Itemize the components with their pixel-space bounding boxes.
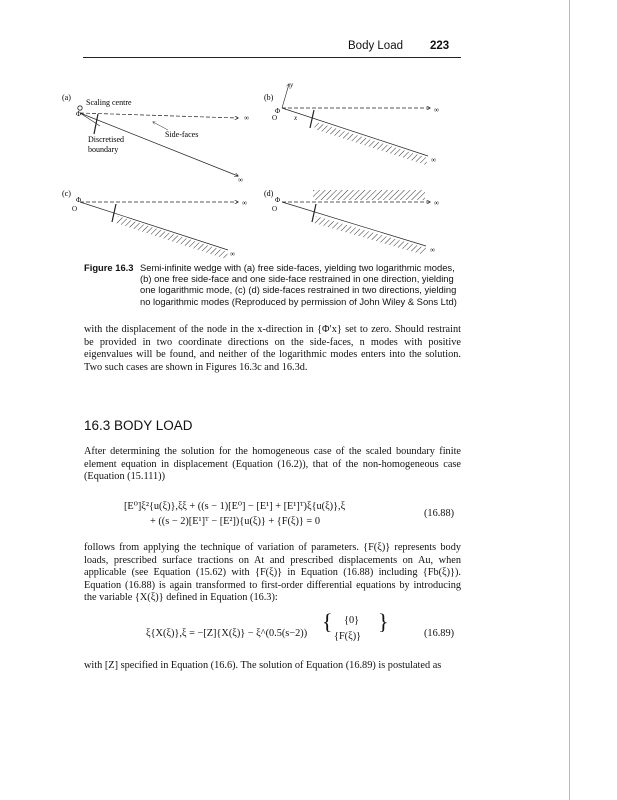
panel-b	[264, 81, 439, 165]
infinity-a2: ∞	[238, 176, 243, 184]
infinity-d2: ∞	[430, 246, 435, 254]
page-edge-rule	[569, 0, 570, 800]
equation-16-89-bottom: {F(ξ)}	[334, 631, 362, 642]
phi-label-b: Φ	[275, 107, 281, 115]
phi-label-a: Φ	[76, 110, 82, 118]
paragraph-3: follows from applying the technique of variation of parameters. {F(ξ)} represents body loads, prescribed surface tractions on At and prescribed displacements on Au, when applicable (see Equation (15.62) with {F(ξ)} in Equation (16.88) including {Fb(ξ)}). Equation (16.88) is again transformed to first-order differential equations by introducing the variable {X(ξ)} defined in Equation (16.3):	[84, 542, 461, 604]
paragraph-1: with the displacement of the node in the x-direction in {Φ′x} set to zero. Should restraint be provided in two coordinate directions on the side-faces, n modes with positive eigenvalues will be found, and neither of the logarithmic modes enters into the solution. Two such cases are shown in Figures 16.3c and 16.3d.	[84, 324, 461, 373]
header-section-title: Body Load	[348, 40, 403, 52]
infinity-d1: ∞	[434, 199, 439, 207]
header-rule	[83, 57, 461, 58]
origin-c: O	[72, 205, 78, 213]
panel-d	[264, 189, 439, 255]
paragraph-2: After determining the solution for the homogeneous case of the scaled boundary finite element equation in displacement (Equation (16.2)), that of the non-homogeneous case (Equation (15.111))	[84, 446, 461, 483]
caption-text: Semi-infinite wedge with (a) free side-faces, yielding two logarithmic modes, (b) one free side-face and one side-face restrained in one direction, yielding one logarithmic mode, (c) (d) side-faces restrained in two directions, yielding no logarithmic modes (Reproduced by permission of John Wiley & Sons Ltd)	[140, 262, 457, 307]
equation-16-89-open-brace: {	[322, 609, 333, 634]
infinity-a1: ∞	[244, 114, 249, 122]
side-faces-label: Side-faces	[165, 130, 199, 139]
figure-caption	[84, 262, 460, 307]
panel-a	[62, 93, 249, 184]
equation-16-89-top: {0}	[344, 615, 360, 626]
origin-d: O	[272, 205, 278, 213]
origin-b: O	[272, 114, 278, 122]
panel-c	[62, 189, 247, 258]
equation-16-89-close-brace: }	[378, 609, 389, 634]
equation-16-88-number: (16.88)	[424, 508, 455, 519]
panel-a-label: (a)	[62, 93, 71, 102]
panel-b-label: (b)	[264, 93, 274, 102]
figure-16-3	[58, 78, 458, 258]
equation-16-88-line-2: + ((s − 2)[E¹]ᵀ − [E²]){u(ξ)} + {F(ξ)} = 0	[150, 516, 320, 527]
equation-16-89-lhs: ξ{X(ξ)},ξ = −[Z]{X(ξ)} − ξ^(0.5(s−2))	[146, 628, 308, 639]
equation-16-88-line-1: [E⁰]ξ²{u(ξ)},ξξ + ((s − 1)[E⁰] − [E¹] + [E¹]ᵀ)ξ{u(ξ)},ξ	[124, 501, 346, 512]
section-heading: 16.3 BODY LOAD	[84, 418, 193, 433]
infinity-b1: ∞	[434, 106, 439, 114]
equation-16-89-number: (16.89)	[424, 628, 455, 639]
page-number: 223	[430, 40, 450, 52]
panel-c-label: (c)	[62, 189, 71, 198]
phi-label-d: Φ	[275, 196, 281, 204]
scaling-centre-label: Scaling centre	[86, 98, 132, 107]
infinity-c1: ∞	[242, 199, 247, 207]
panel-d-label: (d)	[264, 189, 274, 198]
x-axis-label: x	[294, 114, 298, 122]
phi-label-c: Φ	[76, 196, 82, 204]
paragraph-4: with [Z] specified in Equation (16.6). The solution of Equation (16.89) is postulated as	[84, 660, 442, 671]
caption-label: Figure 16.3	[84, 262, 134, 273]
infinity-b2: ∞	[431, 156, 436, 164]
discretised-label-1: Discretised	[88, 135, 124, 144]
discretised-label-2: boundary	[88, 145, 119, 154]
y-axis-label: y	[290, 81, 294, 89]
infinity-c2: ∞	[230, 250, 235, 258]
